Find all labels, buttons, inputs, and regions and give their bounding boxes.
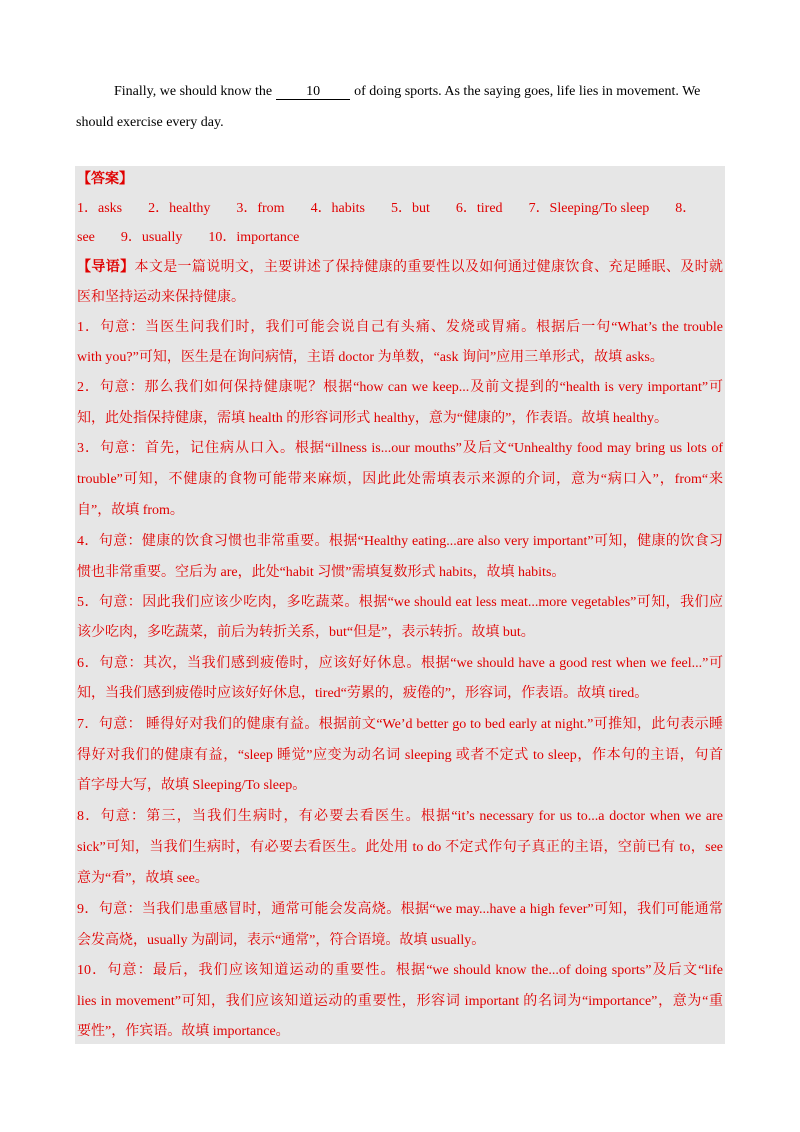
explanation-line: 1．句意：当医生问我们时，我们可能会说自己有头痛、发烧或胃痛。根据后一句“What’s the trouble xyxy=(77,320,723,335)
guide-text: 本文是一篇说明文，主要讲述了保持健康的重要性以及如何通过健康饮食、充足睡眠、及时就 xyxy=(134,260,724,275)
explanation-line: 6．句意：其次，当我们感到疲倦时，应该好好休息。根据“we should have a good rest when we feel...”可 xyxy=(77,656,723,671)
explanation-line: 3．句意：首先，记住病从口入。根据“illness is...our mouths”及后文“Unhealthy food may bring us lots of xyxy=(77,441,723,456)
answer-row-1 xyxy=(77,199,723,219)
answer-section xyxy=(75,166,725,1044)
answer-item: 7．Sleeping/To sleep xyxy=(528,201,650,216)
explanation-line: trouble”可知，不健康的食物可能带来麻烦，因此此处需填表示来源的介词，意为“病口入”，from“来 xyxy=(77,472,723,487)
explanation-line: 4．句意：健康的饮食习惯也非常重要。根据“Healthy eating...are also very important”可知，健康的饮食习 xyxy=(77,534,723,549)
intro-text-after-blank: of doing sports. As the saying goes, life lies in movement. We xyxy=(354,84,701,99)
answer-item: 4．habits xyxy=(310,201,366,216)
explanation-line: 7．句意： 睡得好对我们的健康有益。根据前文“We’d better go to bed early at night.”可推知，此句表示睡 xyxy=(77,717,723,732)
explanation-line: 会发高烧，usually 为副词，表示“通常”，符合语境。故填 usually。 xyxy=(77,933,486,948)
guide-label: 【导语】 xyxy=(77,260,135,275)
explanation-line: 该少吃肉，多吃蔬菜，前后为转折关系，but“但是”，表示转折。故填 but。 xyxy=(77,625,535,640)
answer-item: 6．tired xyxy=(455,201,503,216)
explanation-line: 首字母大写，故填 Sleeping/To sleep。 xyxy=(77,778,307,793)
explanation-line: 自”，故填 from。 xyxy=(77,503,184,518)
guide-line-1 xyxy=(77,258,723,278)
intro-paragraph xyxy=(76,76,726,138)
answer-item: 2．healthy xyxy=(148,201,211,216)
explanation-line: 5．句意：因此我们应该少吃肉，多吃蔬菜。根据“we should eat less meat...more vegetables”可知，我们应 xyxy=(77,595,723,610)
explanation-line: 10．句意：最后，我们应该知道运动的重要性。根据“we should know the...of doing sports”及后文“life xyxy=(77,963,723,978)
explanation-line: 惯也非常重要。空后为 are，此处“habit 习惯”需填复数形式 habits，故填 habits。 xyxy=(77,565,566,580)
explanation-line: 8．句意：第三，当我们生病时，有必要去看医生。根据“it’s necessary for us to...a doctor when we are xyxy=(77,809,723,824)
answer-item: 5．but xyxy=(391,201,430,216)
explanation-line: lies in movement”可知，我们应该知道运动的重要性，形容词 important 的名词为“importance”，意为“重 xyxy=(77,994,723,1009)
answer-item: 3．from xyxy=(236,201,285,216)
explanation-line: 9．句意：当我们患重感冒时，通常可能会发高烧。根据“we may...have a high fever”可知，我们可能通常 xyxy=(77,902,723,917)
answer-item: 10．importance xyxy=(208,230,300,245)
explanation-line: 知，当我们感到疲倦时应该好好休息，tired“劳累的，疲倦的”，形容词，作表语。故填 tired。 xyxy=(77,686,649,701)
answer-item: 8． xyxy=(675,201,697,216)
explanation-line: 得好对我们的健康有益，“sleep 睡觉”应变为动名词 sleeping 或者不定式 to sleep，作本句的主语，句首 xyxy=(77,748,723,763)
answer-heading: 【答案】 xyxy=(77,172,133,187)
answer-item: 1．asks xyxy=(77,201,123,216)
answer-row-2 xyxy=(77,228,723,248)
explanation-line: with you?”可知，医生是在询问病情，主语 doctor 为单数，“ask 询问”应用三单形式，故填 asks。 xyxy=(77,350,664,365)
answer-item: see xyxy=(77,230,95,245)
explanation-line: 知，此处指保持健康，需填 health 的形容词形式 healthy，意为“健康的”，作表语。故填 healthy。 xyxy=(77,411,669,426)
intro-line-1 xyxy=(76,76,726,107)
explanation-line: 要性”，作宾语。故填 importance。 xyxy=(77,1024,290,1039)
explanation-line: 2．句意：那么我们如何保持健康呢？根据“how can we keep...及前文提到的“health is very important”可 xyxy=(77,380,723,395)
intro-line-2: should exercise every day. xyxy=(76,115,224,130)
guide-line-2: 医和坚持运动来保持健康。 xyxy=(77,290,245,305)
intro-text-before-blank: Finally, we should know the xyxy=(114,84,273,99)
blank-10: 10 xyxy=(276,85,350,100)
explanation-line: 意为“看”，故填 see。 xyxy=(77,871,209,886)
explanation-line: sick”可知，当我们生病时，有必要去看医生。此处用 to do 不定式作句子真正的主语，空前已有 to，see xyxy=(77,840,723,855)
answer-item: 9．usually xyxy=(120,230,183,245)
